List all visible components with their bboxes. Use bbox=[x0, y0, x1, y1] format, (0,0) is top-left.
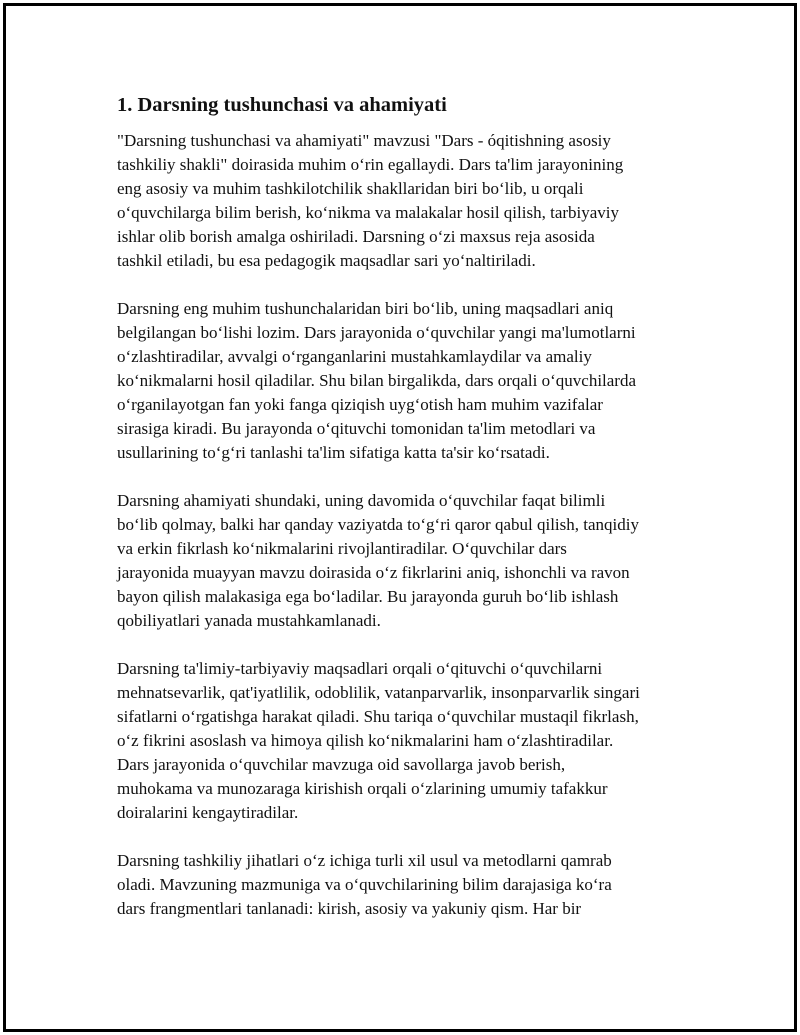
section-heading: 1. Darsning tushunchasi va ahamiyati bbox=[117, 94, 447, 116]
text-line: Darsning tashkiliy jihatlari o‘z ichiga turli xil usul va metodlarni qamrab bbox=[117, 851, 612, 870]
text-line: ishlar olib borish amalga oshiriladi. Darsning o‘zi maxsus reja asosida bbox=[117, 227, 595, 246]
text-line: o‘zlashtiradilar, avvalgi o‘rganganlarini mustahkamlaydilar va amaliy bbox=[117, 347, 592, 366]
text-line: bo‘lib qolmay, balki har qanday vaziyatda to‘g‘ri qaror qabul qilish, tanqidiy bbox=[117, 515, 639, 534]
paragraph-4 bbox=[117, 657, 697, 825]
text-line: jarayonida muayyan mavzu doirasida o‘z fikrlarini aniq, ishonchli va ravon bbox=[117, 563, 630, 582]
paragraph-3 bbox=[117, 489, 697, 633]
text-line: mehnatsevarlik, qat'iyatlilik, odoblilik, vatanparvarlik, insonparvarlik singari bbox=[117, 683, 640, 702]
text-line: sifatlarni o‘rgatishga harakat qiladi. Shu tariqa o‘quvchilar mustaqil fikrlash, bbox=[117, 707, 639, 726]
text-line: tashkil etiladi, bu esa pedagogik maqsadlar sari yo‘naltiriladi. bbox=[117, 251, 536, 270]
text-line: o‘z fikrini asoslash va himoya qilish ko‘nikmalarini ham o‘zlashtiradilar. bbox=[117, 731, 614, 750]
text-line: dars frangmentlari tanlanadi: kirish, asosiy va yakuniy qism. Har bir bbox=[117, 899, 582, 918]
text-line: belgilangan bo‘lishi lozim. Dars jarayonida o‘quvchilar yangi ma'lumotlarni bbox=[117, 323, 636, 342]
text-line: eng asosiy va muhim tashkilotchilik shakllaridan biri bo‘lib, u orqali bbox=[117, 179, 584, 198]
paragraph-2 bbox=[117, 297, 697, 465]
text-line: tashkiliy shakli" doirasida muhim o‘rin egallaydi. Dars ta'lim jarayonining bbox=[117, 155, 624, 174]
text-line: Darsning ta'limiy-tarbiyaviy maqsadlari orqali o‘qituvchi o‘quvchilarni bbox=[117, 659, 603, 678]
text-line: doiralarini kengaytiradilar. bbox=[117, 803, 299, 822]
text-line: o‘rganilayotgan fan yoki fanga qiziqish uyg‘otish ham muhim vazifalar bbox=[117, 395, 603, 414]
text-line: "Darsning tushunchasi va ahamiyati" mavzusi "Dars - óqitishning asosiy bbox=[117, 131, 611, 150]
text-line: qobiliyatlari yanada mustahkamlanadi. bbox=[117, 611, 381, 630]
paragraph-5 bbox=[117, 849, 697, 921]
text-line: bayon qilish malakasiga ega bo‘ladilar. Bu jarayonda guruh bo‘lib ishlash bbox=[117, 587, 619, 606]
text-line: Darsning ahamiyati shundaki, uning davomida o‘quvchilar faqat bilimli bbox=[117, 491, 606, 510]
text-line: muhokama va munozaraga kirishish orqali o‘zlarining umumiy tafakkur bbox=[117, 779, 608, 798]
document-body bbox=[117, 88, 697, 945]
text-line: sirasiga kiradi. Bu jarayonda o‘qituvchi tomonidan ta'lim metodlari va bbox=[117, 419, 596, 438]
text-line: Darsning eng muhim tushunchalaridan biri bo‘lib, uning maqsadlari aniq bbox=[117, 299, 614, 318]
text-line: o‘quvchilarga bilim berish, ko‘nikma va malakalar hosil qilish, tarbiyaviy bbox=[117, 203, 620, 222]
paragraph-1 bbox=[117, 129, 697, 273]
text-line: oladi. Mavzuning mazmuniga va o‘quvchilarining bilim darajasiga ko‘ra bbox=[117, 875, 612, 894]
text-line: usullarining to‘g‘ri tanlashi ta'lim sifatiga katta ta'sir ko‘rsatadi. bbox=[117, 443, 550, 462]
text-line: ko‘nikmalarni hosil qiladilar. Shu bilan birgalikda, dars orqali o‘quvchilarda bbox=[117, 371, 637, 390]
text-line: va erkin fikrlash ko‘nikmalarini rivojlantiradilar. O‘quvchilar dars bbox=[117, 539, 567, 558]
text-line: Dars jarayonida o‘quvchilar mavzuga oid savollarga javob berish, bbox=[117, 755, 566, 774]
